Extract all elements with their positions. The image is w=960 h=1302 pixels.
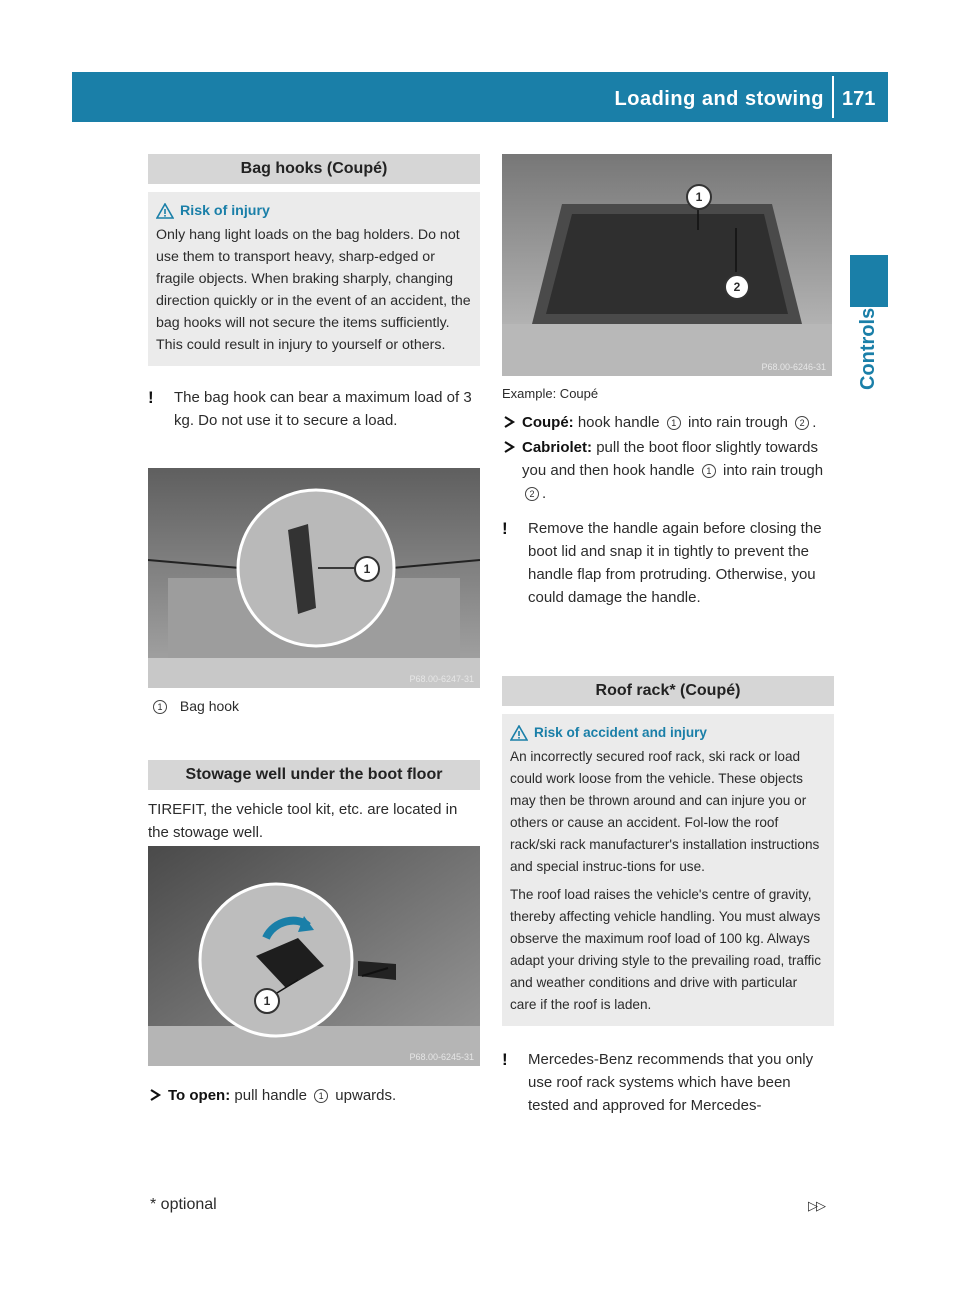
step-arrow-icon [502,416,516,428]
warning-title-text: Risk of accident and injury [534,725,707,740]
caption-example: Example: Coupé [502,386,599,401]
step-arrow-icon [502,441,516,453]
warning-title [156,200,472,222]
attention-icon: ! [148,388,154,407]
warning-text-2: The roof load raises the vehicle's centre of gravity, thereby affecting vehicle handling. You must always observe the maximum roof load of 100 kg. Always adapt your driving style to the prevailing road, traffic and weather conditions and drive with particular care if the roof is laden. [510,887,822,1012]
warning-box-bag-hooks [148,192,480,366]
warning-title-text: Risk of injury [180,203,270,219]
chapter-label: Controls [857,307,879,390]
photo-rain-trough [502,154,832,376]
step-arrow-icon [148,1089,162,1101]
step-label: Cabriolet: [522,439,593,456]
step-cabriolet [502,436,834,505]
left-column [148,154,480,432]
warning-title [510,722,826,744]
section-heading-stowage: Stowage well under the boot floor [148,760,480,790]
step-to-open [148,1084,480,1107]
section-heading-roof-rack: Roof rack* (Coupé) [502,676,834,706]
attention-icon: ! [502,519,508,538]
note-roof-rack-systems [502,1048,834,1117]
warning-triangle-icon [156,203,174,219]
section-heading-bag-hooks: Bag hooks (Coupé) [148,154,480,184]
footer-optional-note: * optional [150,1196,217,1213]
photo-bag-hook [148,468,480,688]
callout-1: 1 [686,184,712,210]
step-text: pull the boot floor slightly towards you and then hook handle [522,439,818,479]
page-number: 171 [842,88,876,110]
photo-code: P68.00-6245-31 [409,1052,474,1062]
header-divider [832,76,834,118]
note-text: Remove the handle again before closing the boot lid and snap it in tightly to prevent the handle flap from protruding. Otherwise, you could damage the handle. [528,520,822,606]
step-text: . [812,414,817,431]
photo-stowage-well [148,846,480,1066]
warning-text: Only hang light loads on the bag holders. Do not use them to transport heavy, sharp-edged or fragile objects. When braking sharply, changing direction quickly or in the event of an accident, the bag hooks will not secure the items sufficiently. This could result in injury to yourself or others. [156,227,471,353]
callout-number: 2 [525,487,539,501]
step-text: into rain trough [723,462,824,479]
callout-number: 1 [153,700,167,714]
callout-1: 1 [254,988,280,1014]
callout-number: 1 [314,1089,328,1103]
roof-rack-section [502,676,834,1117]
stowage-section [148,760,480,844]
stowage-text: TIREFIT, the vehicle tool kit, etc. are located in the stowage well. [148,801,458,841]
right-column-upper [502,386,834,609]
callout-number: 1 [667,416,681,430]
step-label: To open: [168,1087,231,1104]
step-text: into rain trough [687,414,789,431]
chapter-tab [850,255,888,307]
callout-number: 1 [702,464,716,478]
step-text: upwards. [335,1087,397,1104]
warning-text-1: An incorrectly secured roof rack, ski rack or load could work loose from the vehicle. These objects may then be thrown around and can injure you or others or cause an accident. Fol-low the roof rack/ski rack manufacturer's installation instructions and special instruc-tions for use. [510,749,820,874]
step-label: Coupé: [522,414,574,431]
callout-number: 2 [795,416,809,430]
photo-code: P68.00-6247-31 [409,674,474,684]
continue-arrows-icon: ▷▷ [808,1198,824,1213]
caption-bag-hook [150,698,239,714]
note-bag-hook-load [148,386,480,432]
step-coupe [502,411,834,434]
note-text: The bag hook can bear a maximum load of 3 kg. Do not use it to secure a load. [174,389,472,429]
note-remove-handle [502,517,834,609]
callout-1: 1 [354,556,380,582]
step-text: . [542,485,547,502]
photo-code: P68.00-6246-31 [761,362,826,372]
note-text: Mercedes-Benz recommends that you only use roof rack systems which have been tested and approved for Mercedes- [528,1051,814,1114]
step-text: hook handle [577,414,660,431]
callout-2: 2 [724,274,750,300]
warning-box-roof-rack [502,714,834,1026]
attention-icon: ! [502,1050,508,1069]
caption-text: Bag hook [179,698,240,714]
step-text: pull handle [234,1087,307,1104]
page-title: Loading and stowing [614,88,824,110]
warning-triangle-icon [510,725,528,741]
